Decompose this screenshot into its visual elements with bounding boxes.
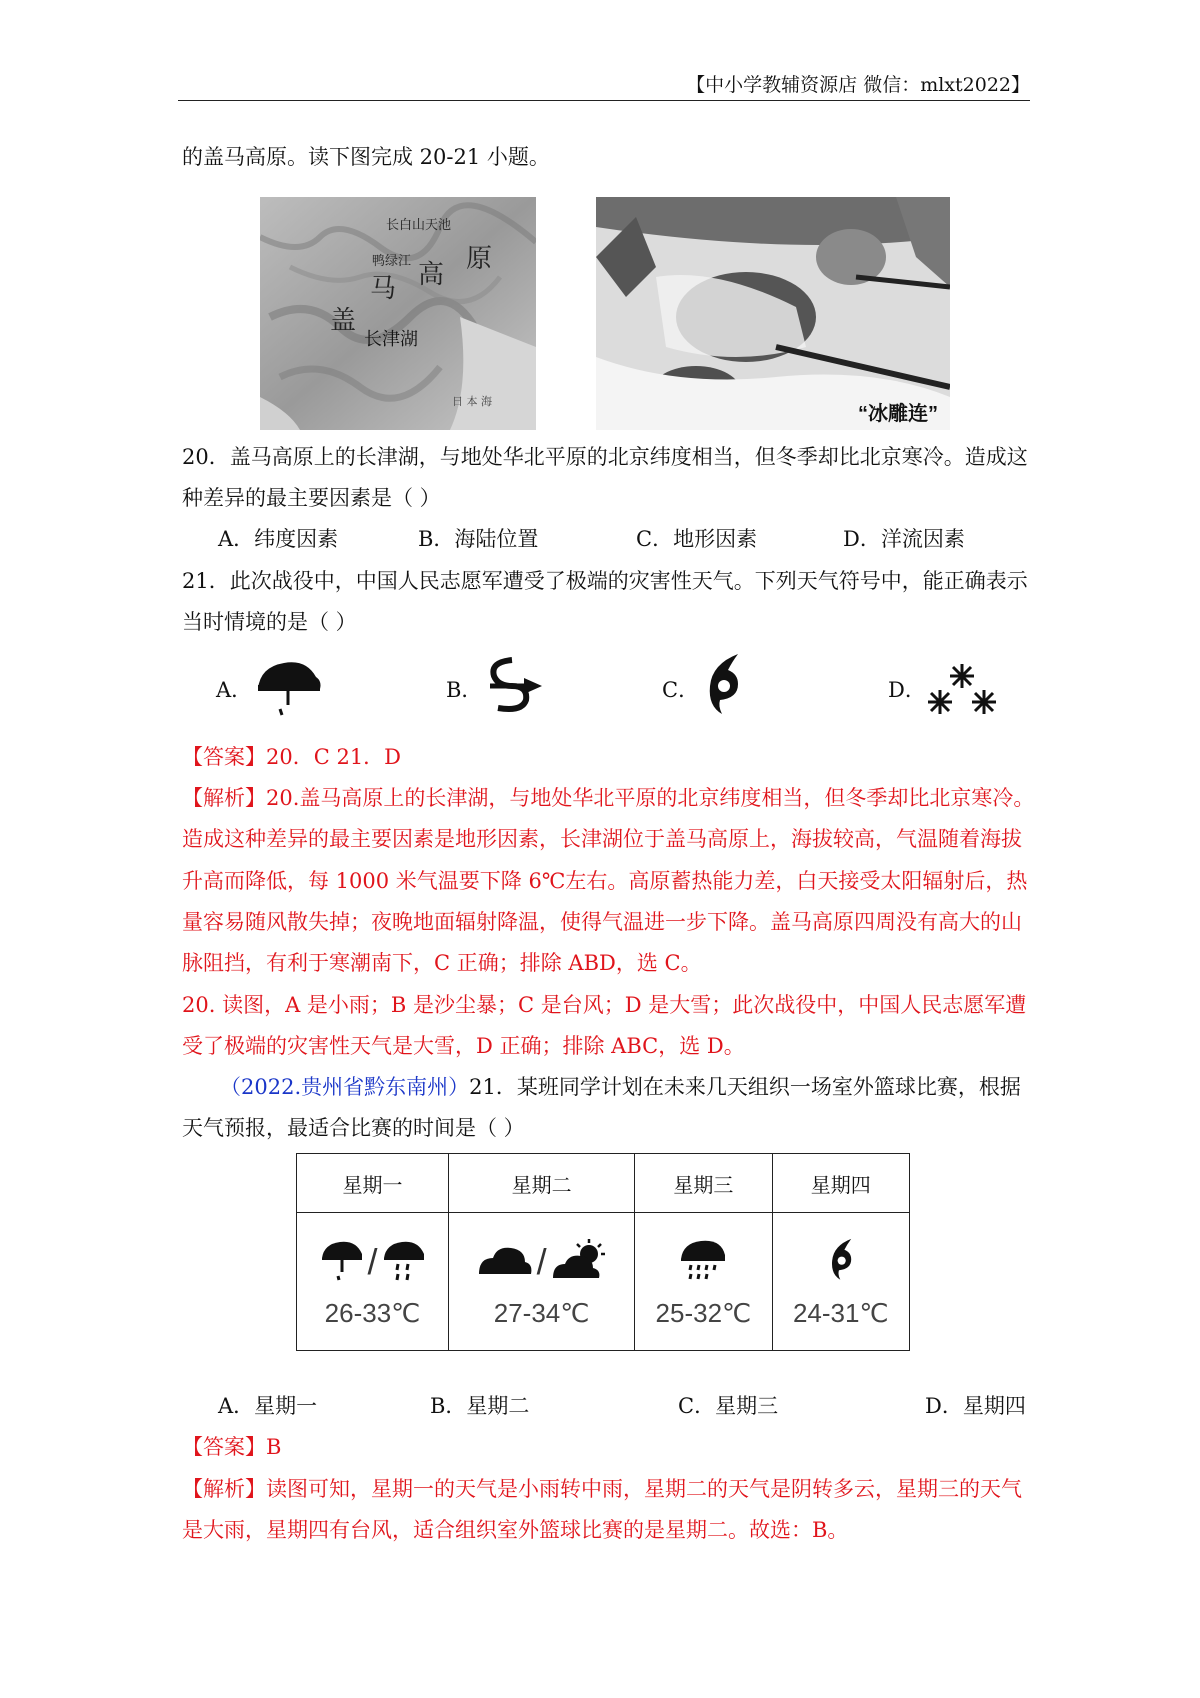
- q-next-stem-1: 21．某班同学计划在未来几天组织一场室外篮球比赛，根据: [469, 1075, 1021, 1099]
- analysis2-line2: 是大雨，星期四有台风，适合组织室外篮球比赛的是星期二。故选：B。: [182, 1518, 849, 1542]
- q20-option-d: D．洋流因素: [843, 527, 965, 551]
- answer2-text: B: [266, 1435, 282, 1459]
- analysis1-line3: 升高而降低，每 1000 米气温要下降 6℃左右。高原蓄热能力差，白天接受太阳辐射后，热: [182, 869, 1028, 893]
- q21-option-d-letter: D．: [888, 678, 926, 702]
- q-next-option-d: D．星期四: [925, 1394, 1026, 1418]
- map-label-yuan: 原: [466, 244, 493, 274]
- q20-option-b: B．海陆位置: [418, 527, 539, 551]
- q-next-option-c: C．星期三: [678, 1394, 779, 1418]
- intro-text: 的盖马高原。读下图完成 20-21 小题。: [182, 145, 550, 169]
- q20-stem-line2: 种差异的最主要因素是（ ）: [182, 486, 441, 510]
- analysis1-text-1: 20.盖马高原上的长津湖，与地处华北平原的北京纬度相当，但冬季却比北京寒冷。: [266, 786, 1035, 810]
- analysis2-line1: [182, 1474, 1030, 1504]
- partly-cloudy-icon: [551, 1238, 607, 1286]
- q20-option-c: C．地形因素: [636, 527, 758, 551]
- q21-option-b-letter: B．: [446, 678, 483, 702]
- q21-stem-line1: 21．此次战役中，中国人民志愿军遭受了极端的灾害性天气。下列天气符号中，能正确表示: [182, 569, 1028, 593]
- analysis1-tag: 【解析】: [182, 786, 266, 810]
- ice-sculpture-company-photo: [596, 197, 950, 430]
- forecast-cell-1: / 26-33℃: [297, 1213, 449, 1351]
- forecast-temp-3: 25-32℃: [655, 1298, 752, 1328]
- analysis1-line2: 造成这种差异的最主要因素是地形因素，长津湖位于盖马高原上，海拔较高，气温随着海拔: [182, 827, 1022, 851]
- q20-stem-line1: 20．盖马高原上的长津湖，与地处华北平原的北京纬度相当，但冬季却比北京寒冷。造成这: [182, 445, 1028, 469]
- answer1-line: [182, 742, 1030, 772]
- analysis1-line5: 脉阻挡，有利于寒潮南下，C 正确；排除 ABD，选 C。: [182, 951, 702, 975]
- map-label-tianchi: 长白山天池: [386, 218, 452, 233]
- q21-option-a-letter: A．: [216, 678, 253, 702]
- typhoon-icon: [698, 650, 748, 720]
- analysis1-line6: 20. 读图，A 是小雨；B 是沙尘暴；C 是台风；D 是大雪；此次战役中，中国人民志愿军遭: [182, 993, 1027, 1017]
- weather-forecast-table: [296, 1153, 910, 1351]
- q-next-option-b: B．星期二: [430, 1394, 530, 1418]
- light-rain-icon: [320, 1238, 364, 1286]
- analysis2-tag: 【解析】: [182, 1477, 266, 1501]
- answer2-tag: 【答案】: [182, 1435, 266, 1459]
- forecast-temp-1: 26-33℃: [324, 1298, 421, 1328]
- photo-caption: “冰雕连”: [858, 403, 938, 425]
- map-label-gai: 盖: [330, 306, 357, 336]
- q21-stem-line2: 当时情境的是（ ）: [182, 610, 357, 634]
- gaima-plateau-map: [260, 197, 536, 430]
- typhoon-icon: [824, 1236, 858, 1288]
- overcast-icon: [477, 1240, 533, 1284]
- analysis1-line4: 量容易随风散失掉；夜晚地面辐射降温，使得气温进一步下降。盖马高原四周没有高大的山: [182, 910, 1022, 934]
- analysis1-line1: [182, 783, 1035, 813]
- heavy-snow-icon: [922, 660, 1002, 722]
- q-next-stem-line2: 天气预报，最适合比赛的时间是（ ）: [182, 1116, 525, 1140]
- forecast-cell-4: [772, 1213, 909, 1351]
- analysis2-text-1: 读图可知，星期一的天气是小雨转中雨，星期二的天气是阴转多云，星期三的天气: [266, 1477, 1022, 1501]
- question-source: （2022.贵州省黔东南州）: [220, 1075, 470, 1099]
- forecast-temp-4: 24-31℃: [792, 1298, 889, 1328]
- forecast-day-2: 星期二: [449, 1154, 635, 1213]
- map-label-gao: 高: [418, 260, 445, 290]
- page-header: 【中小学教辅资源店 微信：mlxt2022】: [686, 74, 1030, 96]
- q20-option-a: A．纬度因素: [218, 527, 339, 551]
- map-label-yalu: 鸭绿江: [372, 254, 412, 269]
- forecast-day-1: 星期一: [297, 1154, 449, 1213]
- analysis1-line7: 受了极端的灾害性天气是大雪，D 正确；排除 ABC，选 D。: [182, 1034, 745, 1058]
- q-next-stem-line1: [220, 1072, 1068, 1102]
- map-label-ma: 马: [370, 274, 397, 304]
- forecast-cell-2: / 27-34℃: [449, 1213, 635, 1351]
- map-label-lake: 长津湖: [364, 329, 418, 350]
- q21-option-c-letter: C．: [662, 678, 700, 702]
- answer1-tag: 【答案】: [182, 745, 266, 769]
- forecast-cell-3: [635, 1213, 772, 1351]
- sandstorm-icon: [484, 652, 544, 718]
- answer1-text: 20．C 21．D: [266, 745, 402, 769]
- forecast-day-4: 星期四: [772, 1154, 909, 1213]
- forecast-temp-2: 27-34℃: [493, 1298, 590, 1328]
- map-label-sea: 日 本 海: [452, 395, 492, 408]
- light-rain-icon: [254, 655, 324, 721]
- q-next-option-a: A．星期一: [218, 1394, 318, 1418]
- heavy-rain-icon: [677, 1237, 729, 1287]
- header-rule: [178, 100, 1030, 101]
- moderate-rain-icon: [382, 1238, 426, 1286]
- forecast-day-3: 星期三: [635, 1154, 772, 1213]
- answer2-line: [182, 1432, 1030, 1462]
